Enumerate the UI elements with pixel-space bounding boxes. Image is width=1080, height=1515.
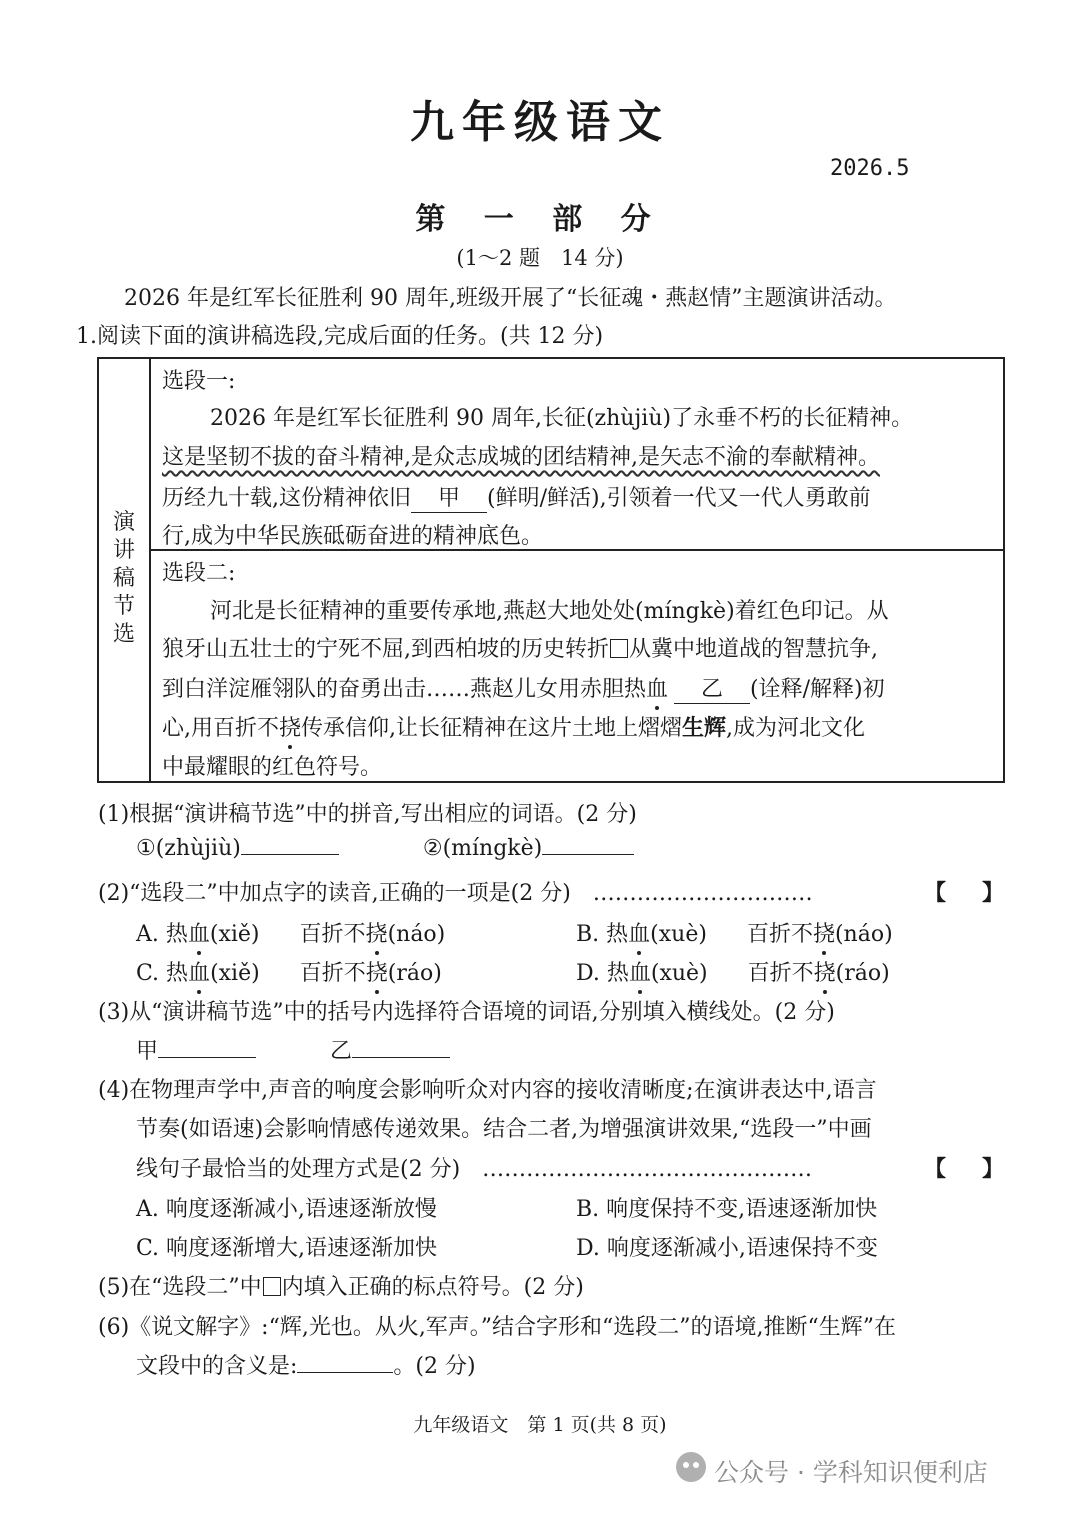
subq-4-option-b[interactable]: B. 响度保持不变,语速逐渐加快	[576, 1197, 878, 1222]
subq-4-option-c[interactable]: C. 响度逐渐增大,语速逐渐加快	[136, 1236, 438, 1261]
subq-1-answer-line	[136, 836, 634, 861]
answer-bracket-2-right: 】	[982, 880, 1005, 906]
excerpt-2-line-3-text-a: 到白洋淀雁翎队的奋勇出击……燕赵儿女用赤胆热	[162, 677, 647, 702]
option-pinyin: (xiě)	[209, 922, 260, 947]
option-text: 百折不	[299, 961, 366, 986]
subq-2: (2)“选段二”中加点字的读音,正确的一项是(2 分) …………………………	[98, 881, 813, 906]
subq-4-line-2: 节奏(如语速)会影响情感传递效果。结合二者,为增强演讲效果,“选段一”中画	[136, 1117, 872, 1142]
subq-2-option-c[interactable]	[136, 956, 442, 987]
dotted-char: 血	[188, 961, 211, 986]
excerpt-1-line-4: 行,成为中华民族砥砺奋进的精神底色。	[162, 524, 543, 549]
dotted-char-nao: 挠	[279, 716, 302, 741]
subq-1-item-b: ②(míngkè)	[422, 836, 543, 861]
subq-6-line-1: (6)《说文解字》:“辉,光也。从火,军声。”结合字形和“选段二”的语境,推断“生辉”在	[98, 1315, 897, 1340]
subq-3: (3)从“演讲稿节选”中的括号内选择符合语境的词语,分别填入横线处。(2 分)	[98, 1000, 835, 1025]
exam-date: 2026.5	[830, 156, 910, 181]
answer-blank-6[interactable]	[297, 1372, 393, 1373]
option-pinyin: (ráo)	[387, 961, 442, 986]
excerpt-1-line-2	[162, 440, 880, 471]
subq-6-line-2	[136, 1349, 476, 1380]
excerpt-2-line-4-text-b: 传承信仰,让长征精神在这片土地上熠熠	[301, 716, 683, 741]
subq-4-line-1: (4)在物理声学中,声音的响度会影响听众对内容的接收清晰度;在演讲表达中,语言	[98, 1078, 877, 1103]
section-range: (1～2 题 14 分)	[456, 246, 624, 270]
excerpt-2-heading: 选段二:	[162, 561, 236, 586]
option-text: 百折不	[746, 922, 813, 947]
underlined-sentence: 这是坚韧不拔的奋斗精神,是众志成城的团结精神,是矢志不渝的奉献精神。	[162, 445, 880, 470]
subq-4-option-a[interactable]: A. 响度逐渐减小,语速逐渐放慢	[136, 1197, 437, 1222]
wechat-icon	[676, 1452, 706, 1482]
excerpt-2-line-4	[162, 711, 865, 742]
subq-5-text-a: (5)在“选段二”中	[98, 1275, 262, 1300]
dotted-char: 血	[187, 922, 210, 947]
bold-word-shenghui: 生辉	[682, 715, 727, 741]
option-text: A. 热	[136, 922, 188, 947]
subq-4-line-3: 线句子最恰当的处理方式是(2 分) ………………………………………	[136, 1157, 813, 1182]
blank-jia[interactable]: 甲	[411, 481, 487, 513]
dotted-char: 挠	[365, 922, 388, 947]
option-text: 百折不	[299, 922, 366, 947]
option-text: C. 热	[136, 961, 189, 986]
dotted-char: 挠	[812, 922, 835, 947]
option-pinyin: (ráo)	[835, 961, 890, 986]
speech-side-column	[99, 359, 151, 781]
subq-1: (1)根据“演讲稿节选”中的拼音,写出相应的词语。(2 分)	[98, 802, 637, 827]
excerpt-2-line-4-text-a: 心,用百折不	[162, 716, 279, 741]
excerpt-2-line-2-text-b: 从冀中地道战的智慧抗争,	[629, 637, 878, 662]
excerpt-2-line-2-text-a: 狼牙山五壮士的宁死不屈,到西柏坡的历史转折	[162, 637, 609, 662]
dotted-char: 血	[628, 961, 651, 986]
answer-blank-3-jia[interactable]	[158, 1057, 256, 1058]
speech-side-label: 演讲稿节选	[112, 510, 135, 647]
excerpt-2-line-3-text-b: (诠释/解释)初	[750, 677, 885, 702]
subq-6-text-b: 。(2 分)	[393, 1354, 476, 1379]
section-heading: 第 一 部 分	[415, 202, 665, 237]
watermark-text: 公众号 · 学科知识便利店	[714, 1458, 988, 1487]
page-title: 九年级语文	[410, 97, 670, 148]
excerpt-2-line-1: 河北是长征精神的重要传承地,燕赵大地处处(míngkè)着红色印记。从	[210, 599, 889, 624]
blank-yi[interactable]: 乙	[674, 672, 750, 704]
option-pinyin: (náo)	[387, 922, 446, 947]
subq-6-text-a: 文段中的含义是:	[136, 1354, 298, 1379]
answer-bracket-4-left: 【	[924, 1156, 947, 1182]
excerpt-2-line-5: 中最耀眼的红色符号。	[162, 755, 383, 780]
option-pinyin: (xiě)	[210, 961, 260, 986]
option-pinyin: (xuè)	[650, 922, 707, 947]
answer-bracket-2-left: 【	[924, 880, 947, 906]
excerpt-1-line-3-text-b: (鲜明/鲜活),引领着一代又一代人勇敢前	[487, 486, 871, 511]
page-footer: 九年级语文 第 1 页(共 8 页)	[413, 1414, 667, 1436]
subq-2-option-b[interactable]	[576, 917, 893, 948]
excerpt-2-line-3	[162, 672, 885, 704]
option-text: 百折不	[747, 961, 814, 986]
subq-2-option-a[interactable]	[136, 917, 445, 948]
subq-3-label-jia: 甲	[136, 1039, 159, 1064]
excerpt-2-line-4-text-c: ,成为河北文化	[726, 716, 866, 741]
subq-3-label-yi: 乙	[330, 1039, 353, 1064]
option-text: D. 热	[576, 961, 629, 986]
excerpt-1-line-3	[162, 481, 871, 513]
punctuation-box-icon	[263, 1277, 281, 1296]
intro-text: 2026 年是红军长征胜利 90 周年,班级开展了“长征魂・燕赵情”主题演讲活动。	[124, 286, 897, 311]
answer-blank-1a[interactable]	[241, 854, 339, 855]
subq-4-option-d[interactable]: D. 响度逐渐减小,语速保持不变	[576, 1236, 878, 1261]
excerpt-1-heading: 选段一:	[162, 369, 236, 394]
dotted-char-xue: 血	[646, 677, 669, 702]
punctuation-box[interactable]	[610, 639, 628, 658]
subq-5	[98, 1270, 584, 1301]
option-pinyin: (xuè)	[650, 961, 708, 986]
subq-1-item-a: ①(zhùjiù)	[136, 836, 241, 861]
subq-2-option-d[interactable]	[576, 956, 890, 987]
excerpt-1-line-1: 2026 年是红军长征胜利 90 周年,长征(zhùjiù)了永垂不朽的长征精神。	[210, 406, 914, 431]
subq-5-text-b: 内填入正确的标点符号。(2 分)	[281, 1275, 584, 1300]
question-1-stem: 1.阅读下面的演讲稿选段,完成后面的任务。(共 12 分)	[76, 324, 604, 349]
option-pinyin: (náo)	[834, 922, 893, 947]
answer-blank-3-yi[interactable]	[352, 1057, 450, 1058]
dotted-char: 挠	[365, 961, 388, 986]
dotted-char: 挠	[813, 961, 836, 986]
option-text: B. 热	[576, 922, 629, 947]
excerpt-2-line-2	[162, 632, 878, 663]
subq-3-answer-line	[136, 1034, 450, 1065]
answer-blank-1b[interactable]	[542, 854, 634, 855]
dotted-char: 血	[628, 922, 651, 947]
excerpt-1-line-3-text-a: 历经九十载,这份精神依旧	[162, 486, 411, 511]
answer-bracket-4-right: 】	[982, 1156, 1005, 1182]
